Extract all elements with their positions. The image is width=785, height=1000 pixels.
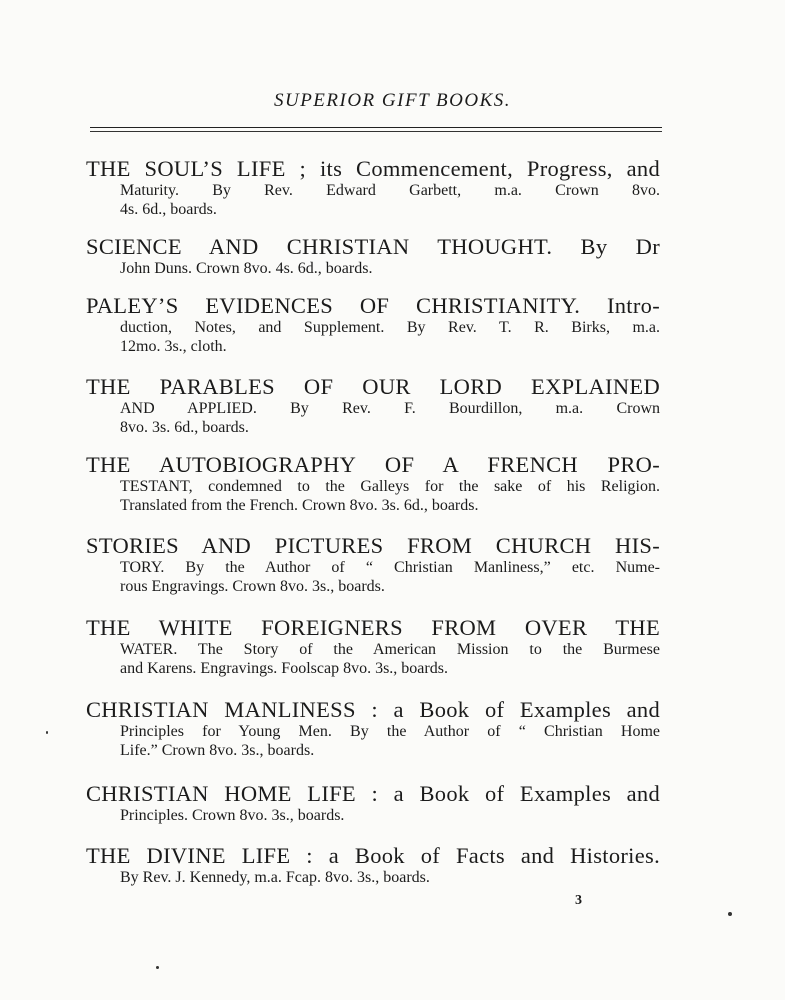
entry-description-line: By Rev. J. Kennedy, m.a. Fcap. 8vo. 3s., boards. — [120, 869, 430, 886]
entry-description — [86, 558, 660, 596]
entry-description-line: Translated from the French. Crown 8vo. 3s. 6d., boards. — [120, 497, 479, 514]
entry-description — [86, 477, 660, 515]
entry-description — [86, 868, 660, 887]
page-header-title: SUPERIOR GIFT BOOKS. — [273, 90, 512, 111]
entry-title-line: THE AUTOBIOGRAPHY OF A FRENCH PRO- — [86, 452, 660, 477]
entry-title-line: THE DIVINE LIFE : a Book of Facts and Histories. — [86, 843, 660, 868]
ink-speck — [156, 966, 159, 969]
entry-description-line: TESTANT, condemned to the Galleys for the sake of his Religion. — [120, 478, 660, 495]
entry-description — [86, 259, 660, 278]
book-entry-paleys-evidences — [86, 293, 660, 356]
entry-title-line: SCIENCE AND CHRISTIAN THOUGHT. By Dr — [86, 234, 660, 259]
entry-title-line: STORIES AND PICTURES FROM CHURCH HIS- — [86, 533, 660, 558]
entry-description-line: 4s. 6d., boards. — [120, 201, 217, 218]
book-entry-stories-and-pictures — [86, 533, 660, 596]
page-number: 3 — [575, 893, 582, 908]
book-entry-divine-life — [86, 843, 660, 887]
book-entry-christian-home-life — [86, 781, 660, 825]
entry-description-line: duction, Notes, and Supplement. By Rev. T. R. Birks, m.a. — [120, 319, 660, 336]
entry-description-line: 12mo. 3s., cloth. — [120, 338, 227, 355]
ink-speck — [728, 912, 732, 916]
entry-description-line: AND APPLIED. By Rev. F. Bourdillon, m.a. Crown — [120, 400, 660, 417]
book-entry-science-christian-thought — [86, 234, 660, 278]
entry-description-line: 8vo. 3s. 6d., boards. — [120, 419, 249, 436]
entry-title-line: THE SOUL’S LIFE ; its Commencement, Progress, and — [86, 156, 660, 181]
entry-description — [86, 722, 660, 760]
entry-description-line: TORY. By the Author of “ Christian Manliness,” etc. Nume- — [120, 559, 660, 576]
entry-description — [86, 181, 660, 219]
entry-description — [86, 806, 660, 825]
entry-description-line: Life.” Crown 8vo. 3s., boards. — [120, 742, 315, 759]
entry-description-line: and Karens. Engravings. Foolscap 8vo. 3s., boards. — [120, 660, 448, 677]
entry-description-line: John Duns. Crown 8vo. 4s. 6d., boards. — [120, 260, 373, 277]
ink-speck — [46, 731, 48, 734]
book-entry-parables — [86, 374, 660, 437]
entry-title-line: THE PARABLES OF OUR LORD EXPLAINED — [86, 374, 660, 399]
entry-description-line: Maturity. By Rev. Edward Garbett, m.a. Crown 8vo. — [120, 182, 660, 199]
book-entry-white-foreigners — [86, 615, 660, 678]
entry-title-line: PALEY’S EVIDENCES OF CHRISTIANITY. Intro- — [86, 293, 660, 318]
header-rule-top — [90, 127, 662, 128]
entry-description-line: rous Engravings. Crown 8vo. 3s., boards. — [120, 578, 385, 595]
entry-description-line: Principles for Young Men. By the Author of “ Christian Home — [120, 723, 660, 740]
book-entry-christian-manliness — [86, 697, 660, 760]
entry-description — [86, 640, 660, 678]
entry-description-line: Principles. Crown 8vo. 3s., boards. — [120, 807, 345, 824]
entry-description — [86, 318, 660, 356]
entry-description-line: WATER. The Story of the American Mission to the Burmese — [120, 641, 660, 658]
entry-description — [86, 399, 660, 437]
entry-title-line: THE WHITE FOREIGNERS FROM OVER THE — [86, 615, 660, 640]
entry-title-line: CHRISTIAN HOME LIFE : a Book of Examples and — [86, 781, 660, 806]
header-rule-bottom — [90, 131, 662, 132]
entry-title-line: CHRISTIAN MANLINESS : a Book of Examples and — [86, 697, 660, 722]
book-entry-autobiography-french-protestant — [86, 452, 660, 515]
book-entry-souls-life — [86, 156, 660, 219]
